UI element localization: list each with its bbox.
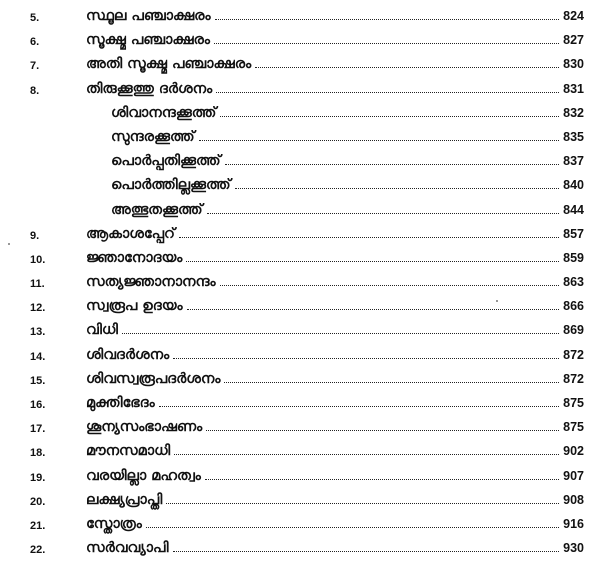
page-number: 875	[563, 396, 584, 410]
chapter-number: 7.	[30, 60, 40, 73]
dot-leader	[206, 418, 559, 431]
dot-leader	[207, 201, 560, 214]
chapter-title: പൊർപ്പതിക്കൂത്ത്	[111, 153, 221, 170]
chapter-number: 22.	[30, 544, 46, 557]
chapter-title: മൗനസമാധി	[86, 443, 171, 460]
dot-leader	[174, 442, 559, 455]
chapter-number: 11.	[30, 278, 45, 291]
chapter-title: മുക്തിഭേദം	[86, 395, 155, 411]
page-number: 930	[563, 541, 584, 556]
entry-line	[86, 467, 584, 484]
page-number: 835	[563, 129, 584, 144]
toc-entry	[0, 80, 600, 104]
chapter-title: സൂക്ഷ്മ പഞ്ചാക്ഷരം	[86, 32, 210, 49]
entry-line	[86, 442, 584, 459]
entry-line	[86, 515, 584, 532]
dot-leader	[220, 104, 559, 117]
page-number: 824	[563, 9, 584, 23]
page-number: 840	[563, 178, 584, 193]
page-number: 844	[563, 202, 584, 217]
toc-entry	[0, 515, 600, 539]
toc-entry	[0, 249, 600, 273]
toc-entry	[0, 31, 600, 55]
chapter-number: 17.	[30, 423, 46, 436]
page-number: 869	[563, 323, 584, 338]
dot-leader	[186, 249, 559, 262]
toc-subentry	[0, 201, 600, 225]
toc-subentry	[0, 128, 600, 152]
chapter-title: സർവവ്യാപി	[86, 540, 169, 557]
chapter-number: 8.	[30, 84, 40, 97]
entry-line	[111, 152, 584, 169]
page-number: 857	[563, 226, 584, 241]
dot-leader	[225, 152, 560, 165]
toc-entry	[0, 7, 600, 31]
page-number: 872	[563, 371, 584, 386]
entry-line	[86, 346, 584, 363]
page-number: 827	[563, 33, 584, 48]
dot-leader	[166, 491, 559, 504]
entry-line	[86, 80, 584, 97]
entry-line	[111, 104, 584, 121]
page-number: 863	[563, 275, 584, 290]
entry-line	[111, 201, 584, 218]
chapter-number: 5.	[30, 12, 40, 24]
entry-line	[86, 297, 584, 314]
toc-entry	[0, 55, 600, 79]
toc-entry	[0, 418, 600, 442]
chapter-number: 12.	[30, 302, 46, 315]
dot-leader	[214, 31, 559, 44]
page-number: 872	[563, 347, 584, 362]
scan-speck	[496, 300, 498, 302]
chapter-title: ശിവാനന്ദക്കൂത്ത്	[111, 104, 217, 121]
entry-line	[86, 394, 584, 411]
page-number: 859	[563, 250, 584, 265]
chapter-title: വിധി	[86, 322, 118, 339]
chapter-title: വരയില്ലാ മഹത്വം	[86, 467, 201, 484]
chapter-title: ജ്ഞാനോദയം	[86, 249, 183, 266]
chapter-title: ആകാശപ്പേറ്	[86, 225, 175, 242]
page-number: 837	[563, 154, 584, 169]
chapter-number: 13.	[30, 326, 46, 339]
page-number: 831	[563, 81, 584, 96]
dot-leader	[179, 225, 559, 238]
dot-leader	[173, 346, 559, 359]
toc-subentry	[0, 176, 600, 200]
page-number: 907	[563, 468, 584, 483]
page-number: 866	[563, 299, 584, 314]
scan-speck	[8, 243, 10, 245]
entry-line	[111, 176, 584, 193]
dot-leader	[205, 467, 559, 480]
chapter-number: 20.	[30, 495, 46, 508]
chapter-title: അതി സൂക്ഷ്മ പഞ്ചാക്ഷരം	[86, 56, 252, 73]
page-number: 916	[563, 516, 584, 531]
chapter-title: ശിവദർശനം	[86, 346, 170, 363]
entry-line	[86, 321, 584, 338]
toc-entry	[0, 539, 600, 563]
toc-subentry	[0, 152, 600, 176]
dot-leader	[215, 7, 560, 20]
dot-leader	[187, 297, 560, 310]
chapter-title: പൊർത്തില്ലക്കൂത്ത്	[111, 177, 231, 194]
dot-leader	[122, 321, 559, 334]
chapter-title: സ്വരൂപ ഉദയം	[86, 298, 183, 315]
chapter-number: 10.	[30, 253, 46, 266]
page-number: 908	[563, 492, 584, 507]
chapter-title: ലക്ഷ്യപ്രാപ്തി	[86, 491, 163, 508]
entry-line	[86, 31, 584, 48]
chapter-number: 19.	[30, 471, 46, 484]
dot-leader	[220, 273, 560, 286]
entry-line	[86, 249, 584, 266]
toc-entry	[0, 225, 600, 249]
toc-subentry	[0, 104, 600, 128]
page-number: 832	[563, 105, 584, 120]
chapter-title: ശിവസ്വരൂപദർശനം	[86, 370, 221, 387]
entry-line	[86, 55, 584, 72]
page-number: 830	[563, 57, 584, 72]
dot-leader	[235, 176, 560, 189]
toc-entry	[0, 491, 600, 515]
dot-leader	[216, 80, 559, 93]
chapter-number: 15.	[30, 374, 46, 387]
toc-entry	[0, 346, 600, 370]
entry-line	[86, 491, 584, 508]
dot-leader	[159, 394, 559, 407]
toc-entry	[0, 321, 600, 345]
chapter-title: സുന്ദരക്കൂത്ത്	[111, 128, 195, 145]
chapter-number: 21.	[30, 519, 46, 532]
toc-entry	[0, 442, 600, 466]
chapter-number: 14.	[30, 350, 46, 363]
chapter-number: 9.	[30, 229, 40, 242]
chapter-title: സ്തോത്രം	[86, 515, 142, 532]
entry-line	[86, 7, 584, 24]
chapter-title: ശൂന്യസംഭാഷണം	[86, 419, 203, 436]
chapter-title: അത്ഭുതക്കൂത്ത്	[111, 201, 203, 218]
entry-line	[86, 539, 584, 556]
entry-line	[111, 128, 584, 145]
chapter-title: സ്ഥൂല പഞ്ചാക്ഷരം	[86, 8, 211, 24]
entry-line	[86, 418, 584, 435]
dot-leader	[199, 128, 560, 141]
toc-entry	[0, 394, 600, 418]
entry-line	[86, 370, 584, 387]
dot-leader	[224, 370, 559, 383]
toc-entry	[0, 273, 600, 297]
page-number: 902	[563, 444, 584, 459]
entry-line	[86, 225, 584, 242]
dot-leader	[173, 539, 560, 552]
toc-entry	[0, 297, 600, 321]
dot-leader	[255, 55, 559, 68]
chapter-title: സത്യജ്ഞാനാനന്ദം	[86, 274, 216, 291]
chapter-number: 18.	[30, 447, 46, 460]
entry-line	[86, 273, 584, 290]
chapter-number: 16.	[30, 399, 46, 411]
chapter-title: തിരുക്കൂത്തു ദർശനം	[86, 80, 213, 97]
table-of-contents	[0, 7, 600, 563]
toc-entry	[0, 370, 600, 394]
dot-leader	[146, 515, 559, 528]
toc-entry	[0, 467, 600, 491]
page-number: 875	[563, 420, 584, 435]
chapter-number: 6.	[30, 36, 40, 49]
